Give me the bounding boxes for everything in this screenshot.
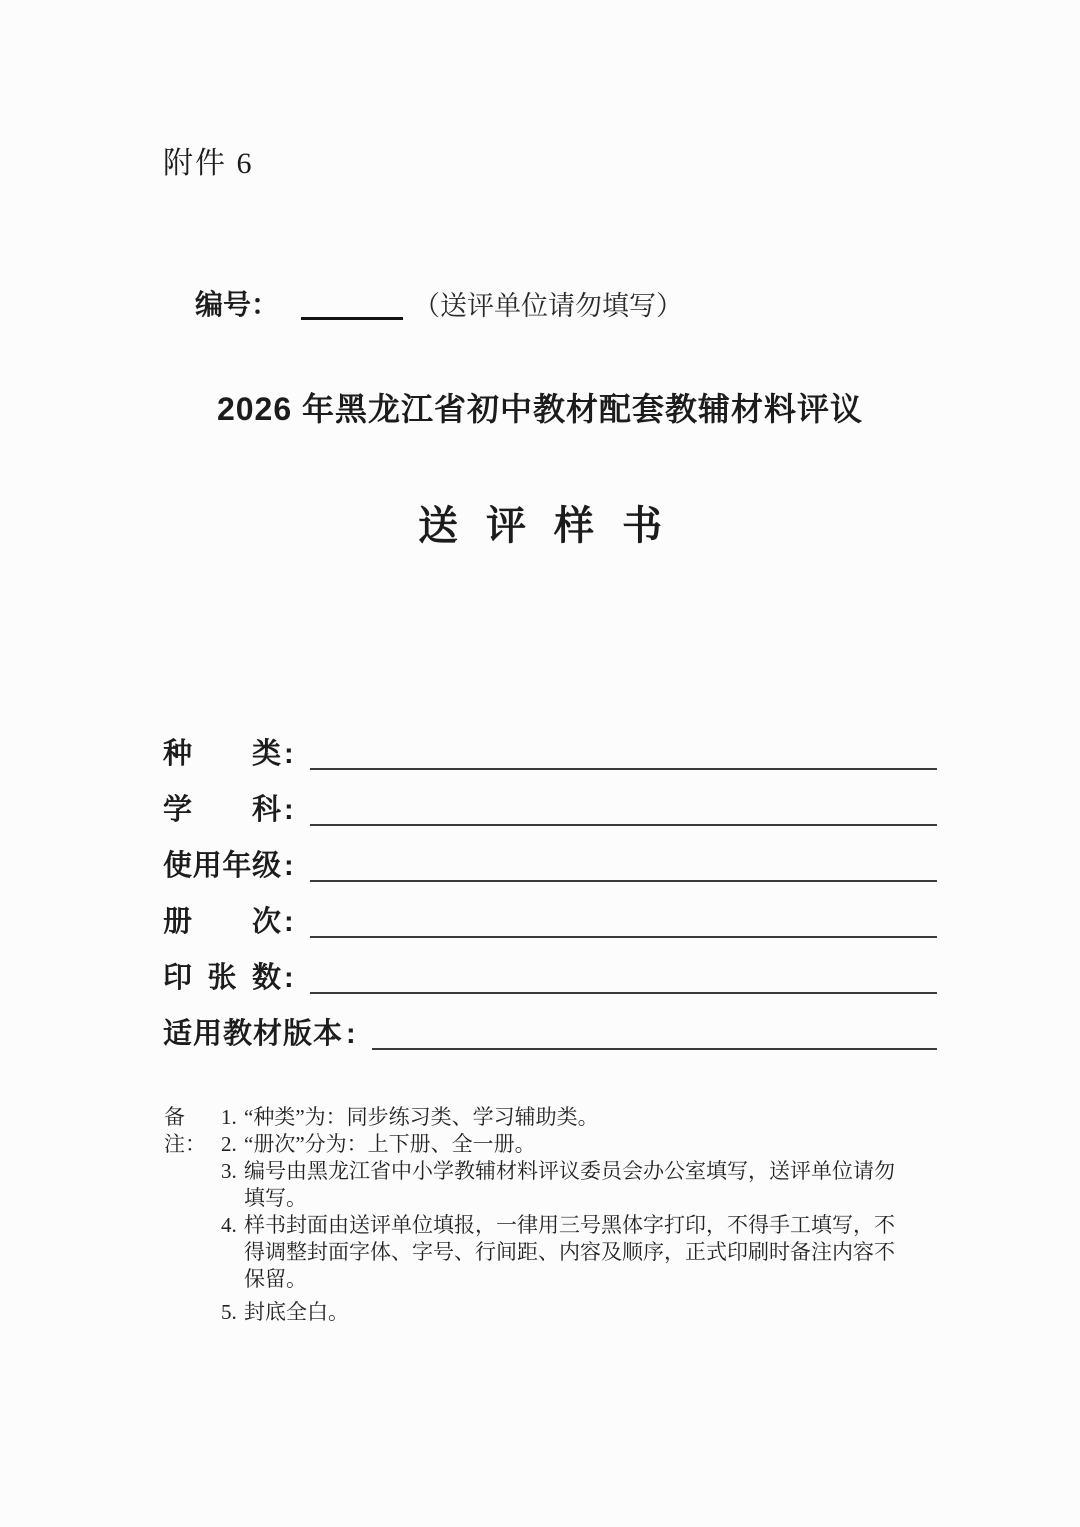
event-title: 2026 年黑龙江省初中教材配套教辅材料评议 xyxy=(216,391,864,427)
note-text: “册次”分为：上下册、全一册。 xyxy=(244,1132,536,1156)
field-row-grade xyxy=(163,826,937,882)
field-colon: : xyxy=(284,849,294,882)
field-colon: : xyxy=(284,905,294,938)
note-item-3 xyxy=(221,1158,940,1212)
serial-number-label: 编号： xyxy=(195,289,280,321)
note-item-1 xyxy=(221,1104,940,1131)
attachment-label: 附件 6 xyxy=(163,147,254,180)
note-number: 3. xyxy=(221,1159,237,1183)
note-text: 编号由黑龙江省中小学教辅材料评议委员会办公室填写，送评单位请勿 xyxy=(244,1159,895,1183)
field-row-kind xyxy=(163,714,937,770)
note-number: 5. xyxy=(221,1300,237,1324)
note-text: 填写。 xyxy=(244,1186,307,1210)
field-row-volume xyxy=(163,882,937,938)
subject-blank-line xyxy=(310,824,937,826)
field-row-textbook-edition xyxy=(163,994,937,1050)
field-row-subject xyxy=(163,770,937,826)
note-item-5 xyxy=(221,1299,940,1326)
note-text: 得调整封面字体、字号、行间距、内容及顺序，正式印刷时备注内容不 xyxy=(244,1240,895,1264)
notes-items xyxy=(221,1104,940,1326)
field-label-kind: 种类 xyxy=(163,737,281,770)
field-label-volume: 册次 xyxy=(163,905,281,938)
note-text: 封底全白。 xyxy=(244,1300,349,1324)
note-number: 2. xyxy=(221,1132,237,1156)
field-label-textbook-edition: 适用教材版本 xyxy=(163,1017,344,1050)
notes-label: 备注： xyxy=(164,1105,206,1156)
field-row-sheets xyxy=(163,938,937,994)
field-label-sheets: 印张数 xyxy=(163,961,281,994)
main-title: 送评样书 xyxy=(418,504,690,548)
cover-form xyxy=(163,714,937,1050)
notes-block xyxy=(164,1104,940,1326)
field-colon: : xyxy=(284,737,294,770)
serial-number-row xyxy=(195,286,683,322)
field-colon: : xyxy=(284,961,294,994)
grade-blank-line xyxy=(310,880,937,882)
note-text: 样书封面由送评单位填报，一律用三号黑体字打印，不得手工填写，不 xyxy=(244,1213,895,1237)
field-colon: : xyxy=(284,793,294,826)
note-text: 保留。 xyxy=(244,1267,307,1291)
sheets-blank-line xyxy=(310,992,937,994)
kind-blank-line xyxy=(310,768,937,770)
serial-number-note: （送评单位请勿填写） xyxy=(413,290,684,321)
note-text: “种类”为：同步练习类、学习辅助类。 xyxy=(244,1105,599,1129)
note-number: 1. xyxy=(221,1105,237,1129)
note-item-4 xyxy=(221,1212,940,1293)
field-label-grade: 使用年级 xyxy=(163,849,281,882)
field-colon: : xyxy=(346,1017,356,1050)
textbook-edition-blank-line xyxy=(372,1048,937,1050)
field-label-subject: 学科 xyxy=(163,793,281,826)
note-item-2 xyxy=(221,1131,940,1158)
serial-number-blank-line xyxy=(301,317,403,320)
note-number: 4. xyxy=(221,1213,237,1237)
volume-blank-line xyxy=(310,936,937,938)
